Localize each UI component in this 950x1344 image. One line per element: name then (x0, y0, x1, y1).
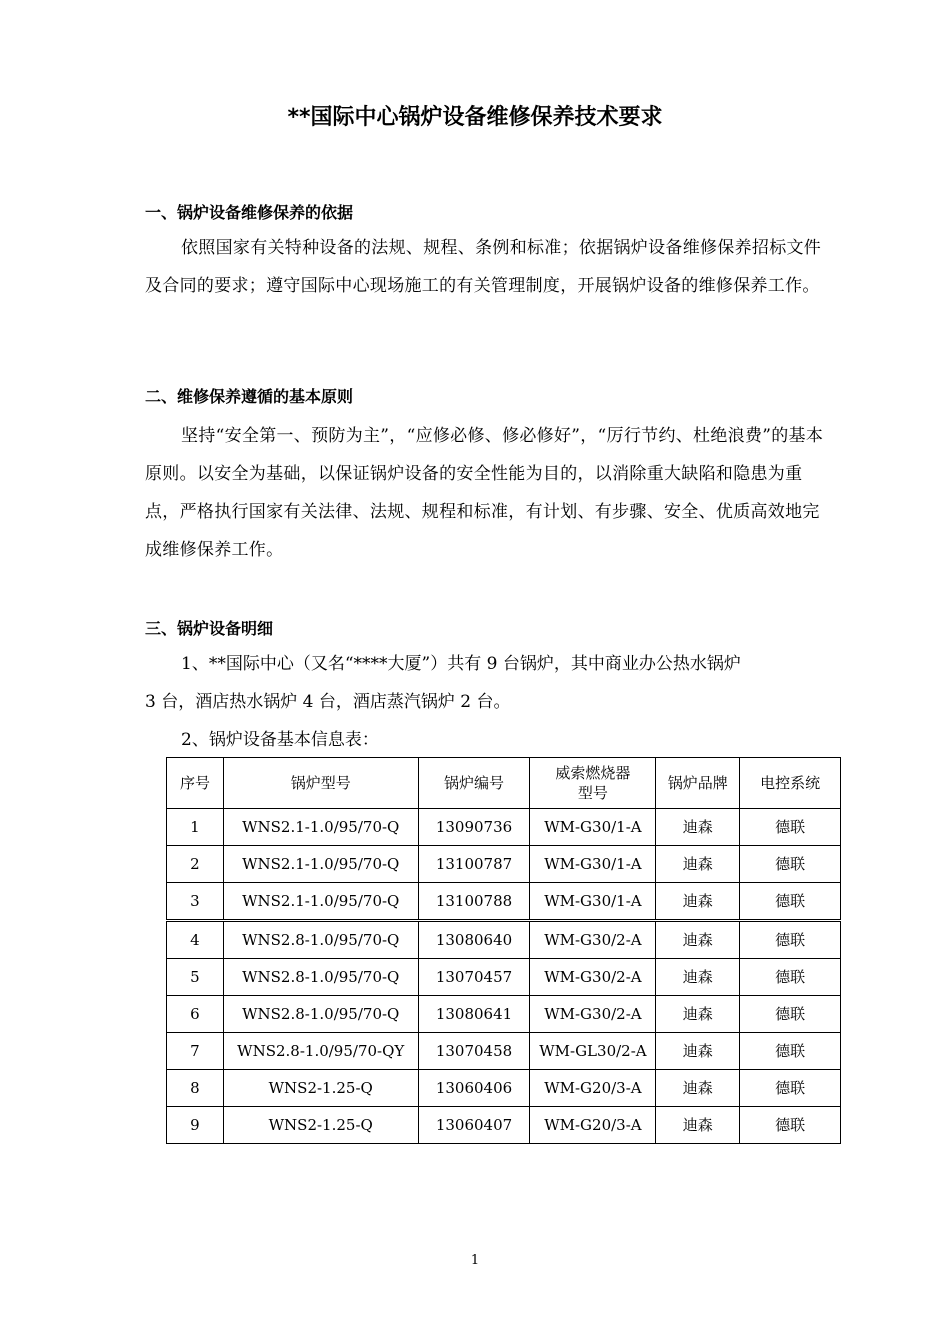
table-row (167, 809, 841, 846)
table-cell: 德联 (740, 883, 841, 921)
table-cell: WNS2.8-1.0/95/70-Q (223, 921, 418, 959)
table-cell: 迪森 (656, 1107, 740, 1144)
table-row (167, 1033, 841, 1070)
section-2-heading: 二、维修保养遵循的基本原则 (145, 387, 354, 406)
table-cell: 德联 (740, 1070, 841, 1107)
table-cell: 3 (167, 883, 224, 921)
table-cell: 迪森 (656, 809, 740, 846)
table-cell: 迪森 (656, 996, 740, 1033)
table-cell: WM-G30/2-A (530, 996, 656, 1033)
table-cell: 9 (167, 1107, 224, 1144)
table-cell: 迪森 (656, 1070, 740, 1107)
table-cell: 1 (167, 809, 224, 846)
table-row (167, 883, 841, 921)
table-row (167, 921, 841, 959)
header-cell: 锅炉品牌 (656, 758, 740, 809)
table-cell: WM-G30/1-A (530, 883, 656, 921)
table-cell: WNS2.1-1.0/95/70-Q (223, 846, 418, 883)
table-cell: 迪森 (656, 1033, 740, 1070)
table-cell: 13070457 (418, 959, 530, 996)
table-cell: 13090736 (418, 809, 530, 846)
section-2-paragraph: 坚持“安全第一、预防为主”，“应修必修、修必修好”，“厉行节约、杜绝浪费”的基本原则。以安全为基础，以保证锅炉设备的安全性能为目的，以消除重大缺陷和隐患为重点，严格执行国家有关法律、法规、规程和标准，有计划、有步骤、安全、优质高效地完成维修保养工作。 (145, 426, 824, 560)
section-3-line-2: 2、锅炉设备基本信息表： (181, 730, 379, 750)
table-cell: 4 (167, 921, 224, 959)
table-cell: 6 (167, 996, 224, 1033)
table-header-row (167, 758, 841, 809)
table-cell: 5 (167, 959, 224, 996)
table-cell: 13060406 (418, 1070, 530, 1107)
header-cell: 电控系统 (740, 758, 841, 809)
page-number: 1 (470, 1253, 480, 1268)
section-3-line-1b: 3 台，酒店热水锅炉 4 台，酒店蒸汽锅炉 2 台。 (145, 692, 511, 712)
section-1-paragraph: 依照国家有关特种设备的法规、规程、条例和标准；依据锅炉设备维修保养招标文件及合同的要求；遵守国际中心现场施工的有关管理制度，开展锅炉设备的维修保养工作。 (145, 238, 822, 296)
table-cell: 8 (167, 1070, 224, 1107)
table-cell: WM-G30/1-A (530, 809, 656, 846)
table-row (167, 1107, 841, 1144)
table-cell: 德联 (740, 1107, 841, 1144)
table-cell: WNS2-1.25-Q (223, 1107, 418, 1144)
table-cell: 德联 (740, 846, 841, 883)
table-cell: WM-G30/1-A (530, 846, 656, 883)
table-cell: 13060407 (418, 1107, 530, 1144)
section-1-heading: 一、锅炉设备维修保养的依据 (145, 203, 354, 222)
table-cell: 13070458 (418, 1033, 530, 1070)
table-cell: 13080641 (418, 996, 530, 1033)
table-cell: 迪森 (656, 921, 740, 959)
table-cell: WM-G20/3-A (530, 1107, 656, 1144)
header-cell: 威索燃烧器型号 (530, 758, 656, 809)
table-cell: 德联 (740, 921, 841, 959)
table-row (167, 996, 841, 1033)
table-cell: WNS2.1-1.0/95/70-Q (223, 883, 418, 921)
table-cell: WNS2.8-1.0/95/70-Q (223, 996, 418, 1033)
table-cell: 2 (167, 846, 224, 883)
document-title: **国际中心锅炉设备维修保养技术要求 (287, 105, 663, 130)
table-cell: 德联 (740, 809, 841, 846)
header-cell: 锅炉编号 (418, 758, 530, 809)
table-row (167, 959, 841, 996)
table-cell: 德联 (740, 996, 841, 1033)
table-cell: 迪森 (656, 846, 740, 883)
table-cell: WM-G30/2-A (530, 921, 656, 959)
table-cell: WNS2.1-1.0/95/70-Q (223, 809, 418, 846)
header-cell: 序号 (167, 758, 224, 809)
table-cell: 7 (167, 1033, 224, 1070)
table-cell: 迪森 (656, 959, 740, 996)
table-cell: 13080640 (418, 921, 530, 959)
table-row (167, 1070, 841, 1107)
table-cell: WNS2.8-1.0/95/70-QY (223, 1033, 418, 1070)
table-cell: WM-GL30/2-A (530, 1033, 656, 1070)
table-cell: 13100788 (418, 883, 530, 921)
table-cell: 德联 (740, 1033, 841, 1070)
table-row (167, 846, 841, 883)
table-cell: 13100787 (418, 846, 530, 883)
section-3-heading: 三、锅炉设备明细 (145, 619, 274, 638)
header-cell: 锅炉型号 (223, 758, 418, 809)
table-cell: WNS2.8-1.0/95/70-Q (223, 959, 418, 996)
boiler-info-table (166, 757, 841, 1144)
section-3-line-1a: 1、**国际中心（又名“****大厦”）共有 9 台锅炉，其中商业办公热水锅炉 (181, 654, 741, 674)
table-cell: 德联 (740, 959, 841, 996)
table-cell: WNS2-1.25-Q (223, 1070, 418, 1107)
table-cell: WM-G30/2-A (530, 959, 656, 996)
table-cell: 迪森 (656, 883, 740, 921)
table-cell: WM-G20/3-A (530, 1070, 656, 1107)
